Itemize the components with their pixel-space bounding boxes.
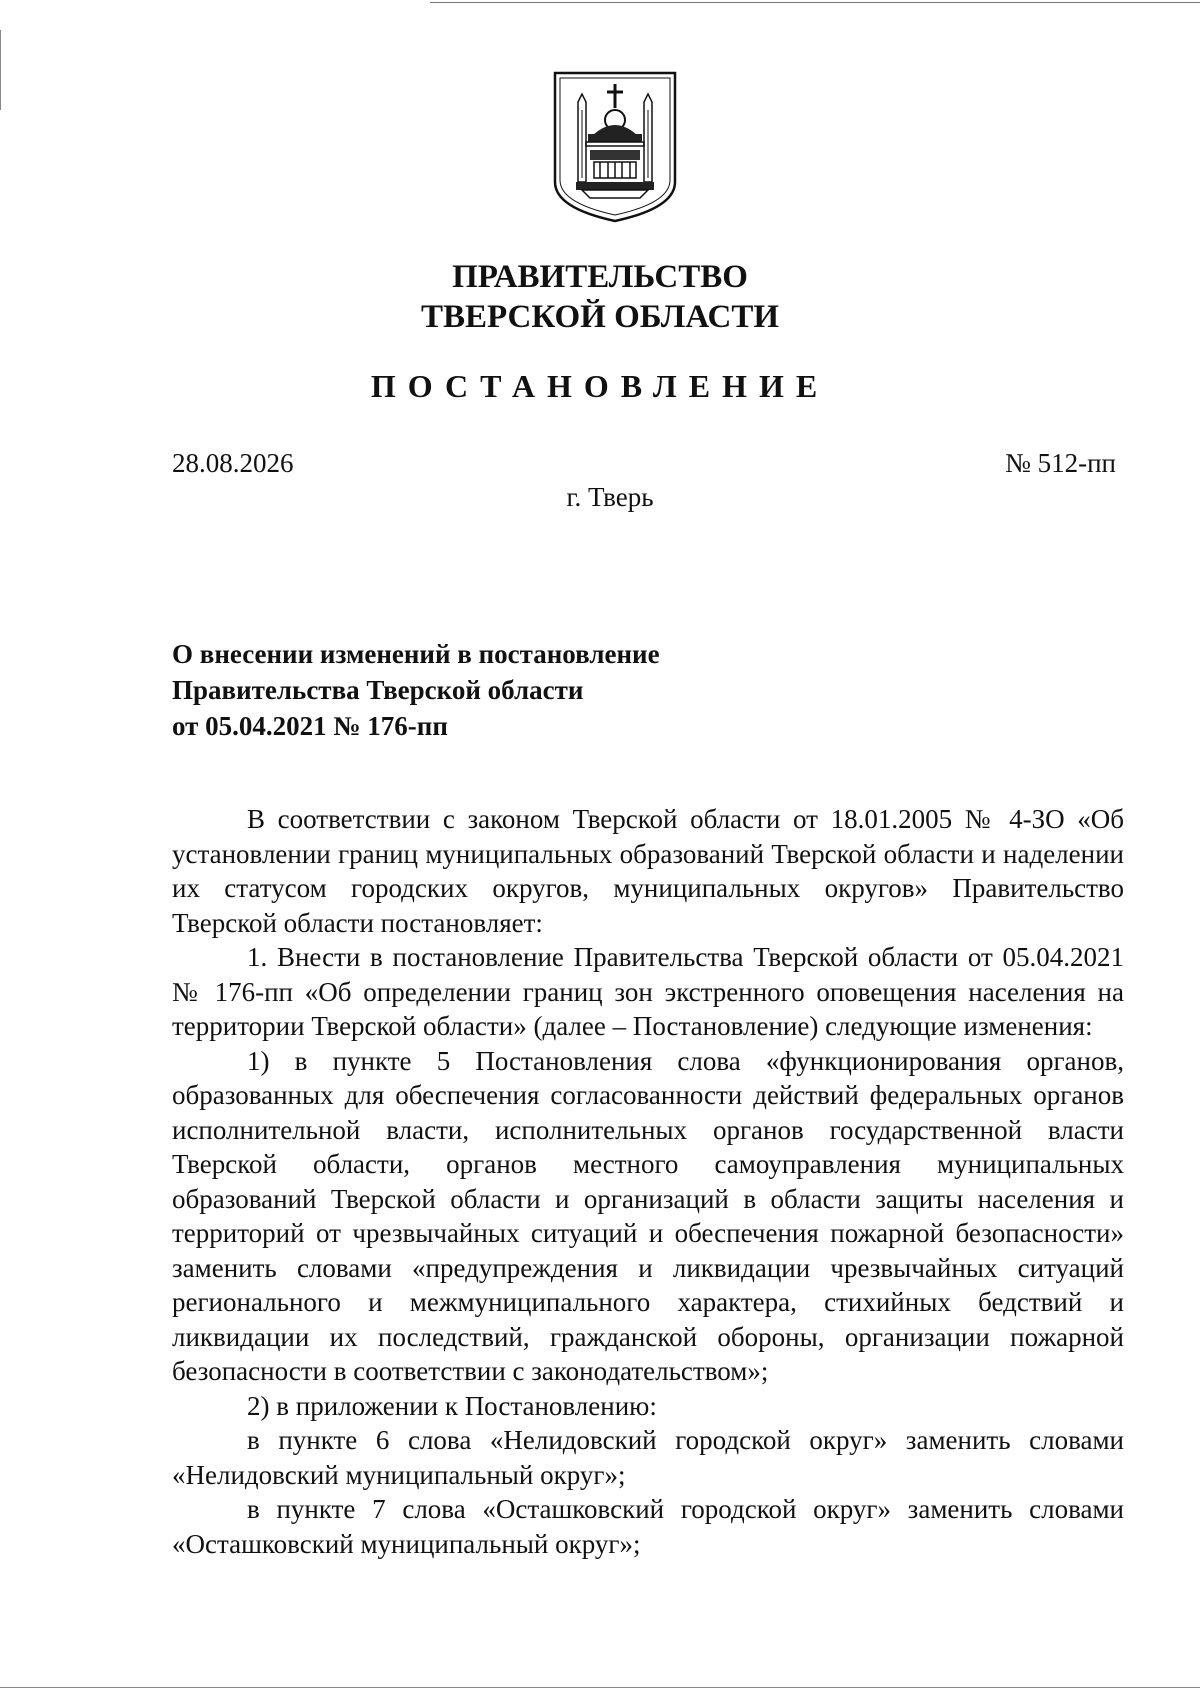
body-paragraph: В соответствии с законом Тверской области от 18.01.2005 № 4-ЗО «Об установлении границ муниципальных образований Тверской области и наделении их статусом городских округов, муниципальных округов» Правительство Тверской области постановляет:: [172, 804, 1124, 938]
org-title-line1: ПРАВИТЕЛЬСТВО: [452, 259, 748, 295]
subject-line: от 05.04.2021 № 176-пп: [172, 711, 448, 741]
subject-line: Правительства Тверской области: [172, 675, 584, 705]
body-paragraph: в пункте 7 слова «Осташковский городской округ» заменить словами «Осташковский муниципальный округ»;: [172, 1494, 1124, 1559]
body-paragraph: 1. Внести в постановление Правительства Тверской области от 05.04.2021 № 176-пп «Об определении границ зон экстренного оповещения населения на территории Тверской области» (далее – Постановление) следующие изменения:: [172, 942, 1124, 1041]
org-title-line2: ТВЕРСКОЙ ОБЛАСТИ: [420, 299, 780, 335]
document-number: № 512-пп: [1005, 448, 1116, 478]
document-city: г. Тверь: [566, 482, 654, 512]
coat-of-arms-icon: [552, 70, 678, 224]
scan-edge-bottom: [0, 1687, 1200, 1688]
subject-line: О внесении изменений в постановление: [172, 639, 660, 669]
body-paragraph: в пункте 6 слова «Нелидовский городской округ» заменить словами «Нелидовский муниципальный округ»;: [172, 1425, 1124, 1490]
document-type: ПОСТАНОВЛЕНИЕ: [370, 368, 830, 404]
document-date: 28.08.2026: [172, 448, 294, 478]
document-body: [172, 802, 1124, 1561]
body-paragraph: 1) в пункте 5 Постановления слова «функционирования органов, образованных для обеспечения согласованности действий федеральных органов исполнительной власти, исполнительных органов государственной власти Тверской области, органов местного самоуправления муниципальных образований Тверской области и организаций в области защиты населения и территорий от чрезвычайных ситуаций и обеспечения пожарной безопасности» заменить словами «предупреждения и ликвидации чрезвычайных ситуаций регионального и межмуниципального характера, стихийных бедствий и ликвидации их последствий, гражданской обороны, организации пожарной безопасности в соответствии с законодательством»;: [172, 1045, 1124, 1386]
scan-edge-top: [430, 2, 1200, 3]
document-subject: [172, 636, 660, 744]
body-paragraph: 2) в приложении к Постановлению:: [247, 1390, 657, 1421]
scan-edge-left: [0, 30, 1, 110]
